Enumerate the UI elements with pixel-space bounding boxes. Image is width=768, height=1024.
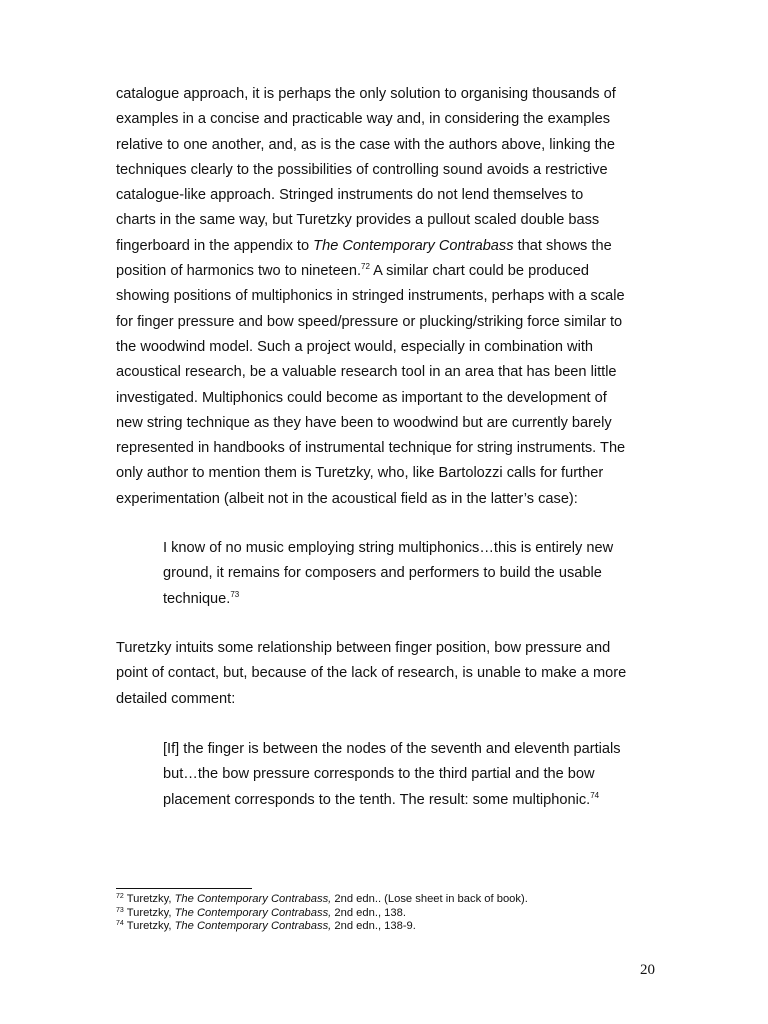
footnote-72 xyxy=(116,893,528,907)
quote-line xyxy=(163,587,663,612)
quote-line: I know of no music employing string multiphonics…this is entirely new xyxy=(163,540,614,556)
book-title: The Contemporary Contrabass xyxy=(313,237,514,254)
text-segment: Turetzky, xyxy=(123,920,175,933)
text-line: catalogue approach, it is perhaps the only solution to organising thousands of xyxy=(116,86,616,102)
book-title: The Contemporary Contrabass, xyxy=(174,893,332,905)
quote-line: [If] the finger is between the nodes of the seventh and eleventh partials xyxy=(163,741,621,757)
paragraph-1 xyxy=(116,82,664,512)
footnotes xyxy=(116,893,528,934)
footnote-74 xyxy=(116,920,528,934)
text-segment: technique. xyxy=(163,590,231,607)
text-line: detailed comment: xyxy=(116,690,236,707)
text-line: techniques clearly to the possibilities of controlling sound avoids a restrictive xyxy=(116,161,608,178)
footnote-ref-74[interactable]: 74 xyxy=(590,790,600,800)
footnote-ref-73[interactable]: 73 xyxy=(230,589,240,599)
text-segment: 2nd edn., 138-9. xyxy=(331,920,416,933)
text-segment: Turetzky, xyxy=(123,893,175,905)
text-segment: placement corresponds to the tenth. The result: some multiphonic. xyxy=(163,791,591,808)
footnote-number: 74 xyxy=(116,920,124,928)
text-line: only author to mention them is Turetzky, who, like Bartolozzi calls for further xyxy=(116,465,604,482)
text-line: relative to one another, and, as is the case with the authors above, linking the xyxy=(116,136,615,153)
block-quote-1 xyxy=(163,536,663,612)
footnote-number: 73 xyxy=(116,906,124,914)
text-segment: Turetzky, xyxy=(123,906,175,919)
text-line: the woodwind model. Such a project would, especially in combination with xyxy=(116,338,593,355)
text-line: catalogue-like approach. Stringed instruments do not lend themselves to xyxy=(116,187,584,204)
text-segment: fingerboard in the appendix to xyxy=(116,237,314,254)
text-line: point of contact, but, because of the lack of research, is unable to make a more xyxy=(116,665,627,682)
quote-line: ground, it remains for composers and performers to build the usable xyxy=(163,565,602,582)
footnote-number: 72 xyxy=(116,893,124,900)
text-line: experimentation (albeit not in the acoustical field as in the latter’s case): xyxy=(116,490,578,507)
paragraph-2 xyxy=(116,636,664,712)
text-line: investigated. Multiphonics could become as important to the development of xyxy=(116,389,607,406)
text-line: for finger pressure and bow speed/pressure or plucking/striking force similar to xyxy=(116,313,623,330)
text-line xyxy=(116,234,664,259)
page-number: 20 xyxy=(640,962,655,978)
footnote-divider xyxy=(116,888,252,889)
text-segment: 2nd edn., 138. xyxy=(331,906,406,919)
text-line: charts in the same way, but Turetzky provides a pullout scaled double bass xyxy=(116,212,600,229)
text-segment: 2nd edn.. (Lose sheet in back of book). xyxy=(331,893,528,905)
text-line: Turetzky intuits some relationship between finger position, bow pressure and xyxy=(116,640,611,656)
text-segment: that shows the xyxy=(513,237,612,254)
text-segment: A similar chart could be produced xyxy=(369,263,589,280)
block-quote-2 xyxy=(163,737,663,813)
text-line: represented in handbooks of instrumental technique for string instruments. The xyxy=(116,440,626,457)
book-title: The Contemporary Contrabass, xyxy=(174,920,332,933)
footnote-73 xyxy=(116,907,528,921)
text-line xyxy=(116,259,664,284)
quote-line: but…the bow pressure corresponds to the third partial and the bow xyxy=(163,766,595,783)
quote-line xyxy=(163,788,663,813)
book-title: The Contemporary Contrabass, xyxy=(174,906,332,919)
text-segment: position of harmonics two to nineteen. xyxy=(116,263,361,280)
footnote-ref-72[interactable]: 72 xyxy=(361,262,370,272)
text-line: examples in a concise and practicable way and, in considering the examples xyxy=(116,111,611,128)
text-line: showing positions of multiphonics in stringed instruments, perhaps with a scale xyxy=(116,288,625,305)
text-line: new string technique as they have been to woodwind but are currently barely xyxy=(116,414,612,431)
text-line: acoustical research, be a valuable research tool in an area that has been little xyxy=(116,364,617,381)
